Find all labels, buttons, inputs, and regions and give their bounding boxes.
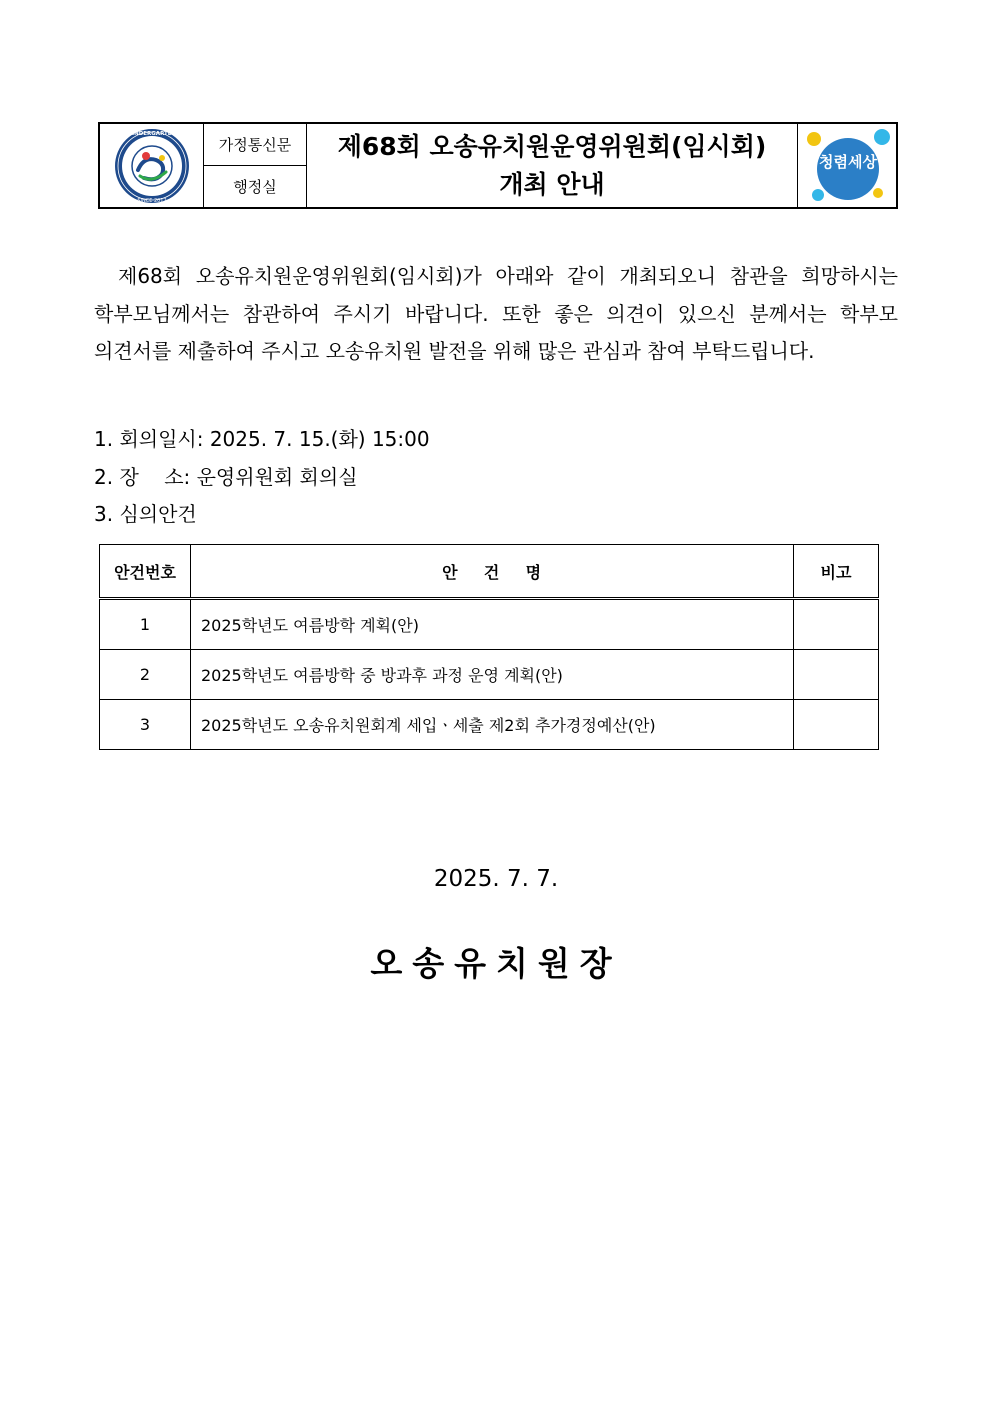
meeting-location-item: 2. 장 소: 운영위원회 회의실 bbox=[94, 464, 358, 489]
department-label: 행정실 bbox=[233, 178, 277, 196]
issue-date: 2025. 7. 7. bbox=[433, 866, 559, 892]
agenda-number: 1 bbox=[100, 599, 191, 650]
svg-text:SINCE 2012: SINCE 2012 bbox=[136, 197, 167, 204]
meta-cell bbox=[204, 124, 307, 207]
col-header-remark: 비고 bbox=[794, 545, 879, 599]
agenda-heading-item: 3. 심의안건 bbox=[94, 502, 197, 526]
logo-cell bbox=[100, 124, 204, 207]
table-row bbox=[100, 650, 879, 700]
svg-text:KINDERGARTEN: KINDERGARTEN bbox=[127, 130, 176, 137]
brand-text: 청렴세상 bbox=[819, 152, 877, 171]
table-row bbox=[100, 700, 879, 750]
document-header bbox=[98, 122, 898, 209]
col-header-title: 안 건 명 bbox=[191, 545, 794, 599]
page-subtitle: 개최 안내 bbox=[499, 169, 605, 199]
intro-paragraph: 제68회 오송유치원운영위원회(임시회)가 아래와 같이 개최되오니 참관을 희망하시는 학부모님께서는 참관하여 주시기 바랍니다. 또한 좋은 의견이 있으신 분께서는 학부모 의견서를 제출하여 주시고 오송유치원 발전을 위해 많은 관심과 참여 부탁드립니다. bbox=[94, 264, 898, 363]
signer-title: 오송유치원장 bbox=[370, 944, 622, 983]
brand-logo-icon bbox=[802, 125, 892, 207]
brand-cell bbox=[798, 124, 896, 207]
meeting-datetime-item: 1. 회의일시: 2025. 7. 15.(화) 15:00 bbox=[94, 427, 430, 451]
agenda-number: 2 bbox=[100, 650, 191, 700]
meeting-info-list bbox=[94, 421, 430, 534]
agenda-number: 3 bbox=[100, 700, 191, 750]
kindergarten-seal-icon bbox=[110, 126, 194, 206]
table-header-row bbox=[100, 545, 879, 599]
agenda-remark bbox=[794, 650, 879, 700]
agenda-title: 2025학년도 여름방학 계획(안) bbox=[191, 599, 794, 650]
agenda-table bbox=[99, 544, 879, 750]
doc-type-label: 가정통신문 bbox=[204, 124, 306, 166]
agenda-title: 2025학년도 오송유치원회계 세입ㆍ세출 제2회 추가경정예산(안) bbox=[191, 700, 794, 750]
page-title: 제68회 오송유치원운영위원회(임시회) bbox=[337, 131, 767, 161]
agenda-remark bbox=[794, 700, 879, 750]
table-row bbox=[100, 599, 879, 650]
title-cell bbox=[307, 124, 798, 207]
agenda-title: 2025학년도 여름방학 중 방과후 과정 운영 계획(안) bbox=[191, 650, 794, 700]
col-header-number: 안건번호 bbox=[100, 545, 191, 599]
agenda-remark bbox=[794, 599, 879, 650]
